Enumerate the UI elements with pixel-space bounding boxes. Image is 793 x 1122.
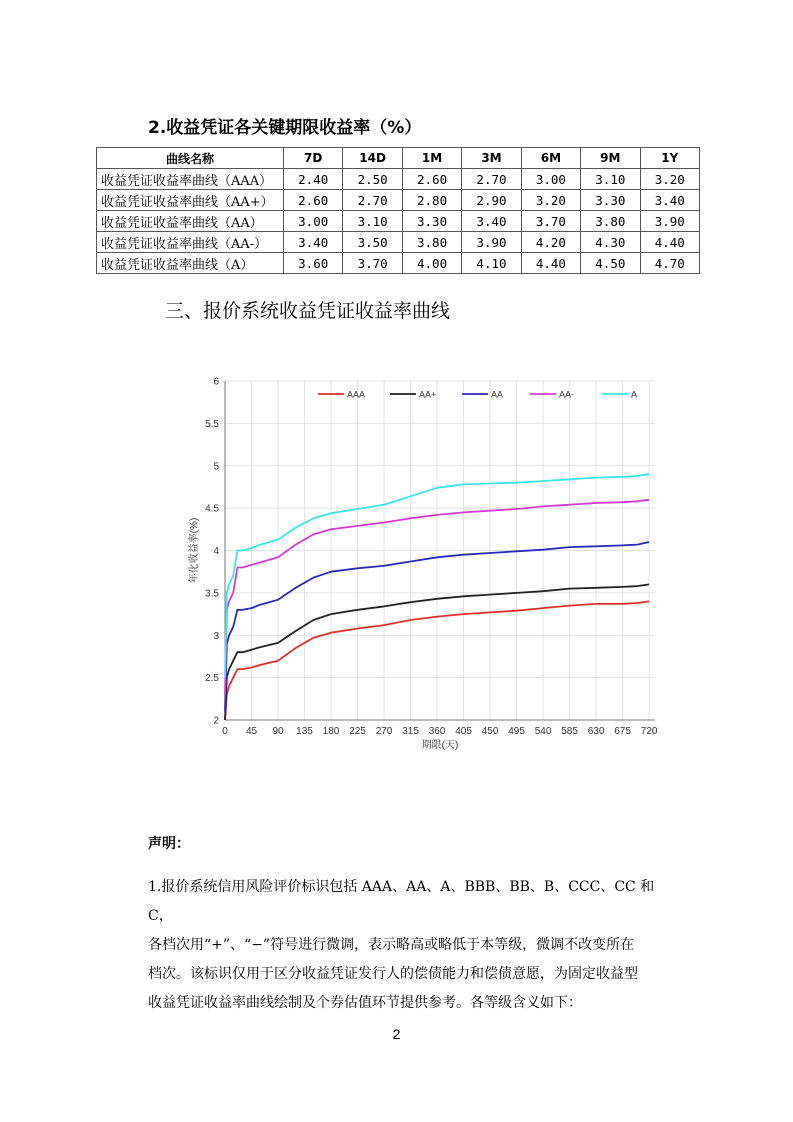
table-cell: 2.60 bbox=[284, 190, 343, 211]
table-cell: 4.20 bbox=[521, 232, 580, 253]
table-cell: 3.30 bbox=[581, 190, 640, 211]
table-header-cell: 6M bbox=[521, 148, 580, 169]
y-tick-label: 5.5 bbox=[205, 418, 219, 430]
table-cell: 收益凭证收益率曲线（AAA） bbox=[97, 169, 284, 190]
table-header-row bbox=[97, 148, 700, 169]
table-cell: 2.70 bbox=[343, 190, 402, 211]
table-cell: 3.40 bbox=[284, 232, 343, 253]
table-cell: 3.60 bbox=[284, 253, 343, 274]
table-row bbox=[97, 232, 700, 253]
page-number: 2 bbox=[392, 1026, 401, 1042]
table-row bbox=[97, 211, 700, 232]
legend-label: AAA bbox=[347, 389, 366, 400]
table-header-cell: 14D bbox=[343, 148, 402, 169]
declaration-line: 各档次用“+”、“−”符号进行微调，表示略高或略低于本等级，微调不改变所在 bbox=[148, 937, 635, 953]
table-header-cell: 曲线名称 bbox=[97, 148, 284, 169]
y-tick-label: 6 bbox=[213, 376, 219, 388]
table-cell: 收益凭证收益率曲线（A） bbox=[97, 253, 284, 274]
table-cell: 4.50 bbox=[581, 253, 640, 274]
x-tick-label: 675 bbox=[614, 726, 631, 737]
table-cell: 3.20 bbox=[640, 169, 699, 190]
table-cell: 2.90 bbox=[462, 190, 521, 211]
legend-label: AA bbox=[491, 389, 504, 400]
table-cell: 3.40 bbox=[640, 190, 699, 211]
table-row bbox=[97, 253, 700, 274]
x-tick-label: 225 bbox=[349, 726, 366, 737]
table-cell: 收益凭证收益率曲线（AA-） bbox=[97, 232, 284, 253]
declaration-line: 1.报价系统信用风险评价标识包括 AAA、AA、A、BBB、BB、B、CCC、CC 和 C， bbox=[148, 879, 655, 924]
y-tick-label: 5 bbox=[213, 461, 219, 473]
yield-curve-chart bbox=[180, 365, 670, 765]
y-tick-label: 3.5 bbox=[205, 588, 219, 600]
table-cell: 4.30 bbox=[581, 232, 640, 253]
table-cell: 3.10 bbox=[581, 169, 640, 190]
x-tick-label: 585 bbox=[561, 726, 578, 737]
table-cell: 4.10 bbox=[462, 253, 521, 274]
x-tick-label: 450 bbox=[481, 726, 499, 737]
table-row bbox=[97, 169, 700, 190]
x-tick-label: 630 bbox=[587, 726, 605, 737]
table-cell: 3.80 bbox=[402, 232, 461, 253]
declaration-title: 声明： bbox=[148, 836, 190, 852]
declaration-line: 收益凭证收益率曲线绘制及个券估值环节提供参考。各等级含义如下： bbox=[148, 995, 582, 1011]
table-cell: 4.40 bbox=[521, 253, 580, 274]
yield-table bbox=[96, 147, 700, 274]
x-tick-label: 360 bbox=[428, 726, 446, 737]
table-cell: 3.80 bbox=[581, 211, 640, 232]
y-tick-label: 3 bbox=[213, 630, 219, 642]
table-header-cell: 1Y bbox=[640, 148, 699, 169]
legend-label: AA+ bbox=[419, 389, 437, 400]
table-cell: 3.70 bbox=[521, 211, 580, 232]
table-cell: 4.00 bbox=[402, 253, 461, 274]
table-cell: 3.50 bbox=[343, 232, 402, 253]
y-axis-label: 年化收益率(%) bbox=[189, 517, 200, 584]
x-tick-label: 180 bbox=[322, 726, 340, 737]
table-cell: 4.70 bbox=[640, 253, 699, 274]
table-cell: 2.40 bbox=[284, 169, 343, 190]
y-tick-label: 2 bbox=[213, 715, 219, 727]
section-title: 2.收益凭证各关键期限收益率（%） bbox=[148, 118, 422, 138]
x-tick-label: 315 bbox=[402, 726, 419, 737]
table-cell: 2.60 bbox=[402, 169, 461, 190]
y-tick-label: 2.5 bbox=[205, 673, 219, 685]
table-cell: 4.40 bbox=[640, 232, 699, 253]
table-cell: 3.70 bbox=[343, 253, 402, 274]
table-row bbox=[97, 190, 700, 211]
chart-section-heading: 三、报价系统收益凭证收益率曲线 bbox=[165, 300, 451, 322]
x-tick-label: 135 bbox=[296, 726, 313, 737]
x-tick-label: 270 bbox=[375, 726, 393, 737]
legend-label: AA- bbox=[559, 389, 575, 400]
table-header-cell: 7D bbox=[284, 148, 343, 169]
declaration-paragraph bbox=[148, 873, 668, 1018]
table-cell: 3.90 bbox=[462, 232, 521, 253]
table-cell: 3.90 bbox=[640, 211, 699, 232]
x-tick-label: 45 bbox=[245, 726, 258, 737]
table-cell: 收益凭证收益率曲线（AA） bbox=[97, 211, 284, 232]
table-cell: 3.00 bbox=[521, 169, 580, 190]
x-tick-label: 540 bbox=[534, 726, 552, 737]
legend-label: A bbox=[631, 389, 638, 400]
x-tick-label: 90 bbox=[272, 726, 284, 737]
table-header-cell: 3M bbox=[462, 148, 521, 169]
table-cell: 3.00 bbox=[284, 211, 343, 232]
declaration-line: 档次。该标识仅用于区分收益凭证发行人的偿债能力和偿债意愿，为固定收益型 bbox=[148, 966, 638, 982]
table-cell: 3.20 bbox=[521, 190, 580, 211]
x-tick-label: 0 bbox=[222, 726, 228, 737]
table-cell: 2.50 bbox=[343, 169, 402, 190]
table-cell: 收益凭证收益率曲线（AA+） bbox=[97, 190, 284, 211]
table-cell: 3.30 bbox=[402, 211, 461, 232]
table-cell: 2.70 bbox=[462, 169, 521, 190]
x-tick-label: 405 bbox=[455, 726, 472, 737]
x-tick-label: 720 bbox=[640, 726, 658, 737]
x-axis-label: 期限(天) bbox=[421, 740, 459, 751]
table-cell: 3.10 bbox=[343, 211, 402, 232]
table-cell: 3.40 bbox=[462, 211, 521, 232]
table-header-cell: 9M bbox=[581, 148, 640, 169]
x-tick-label: 495 bbox=[508, 726, 525, 737]
y-tick-label: 4.5 bbox=[205, 503, 219, 515]
table-cell: 2.80 bbox=[402, 190, 461, 211]
table-header-cell: 1M bbox=[402, 148, 461, 169]
y-tick-label: 4 bbox=[213, 546, 219, 557]
